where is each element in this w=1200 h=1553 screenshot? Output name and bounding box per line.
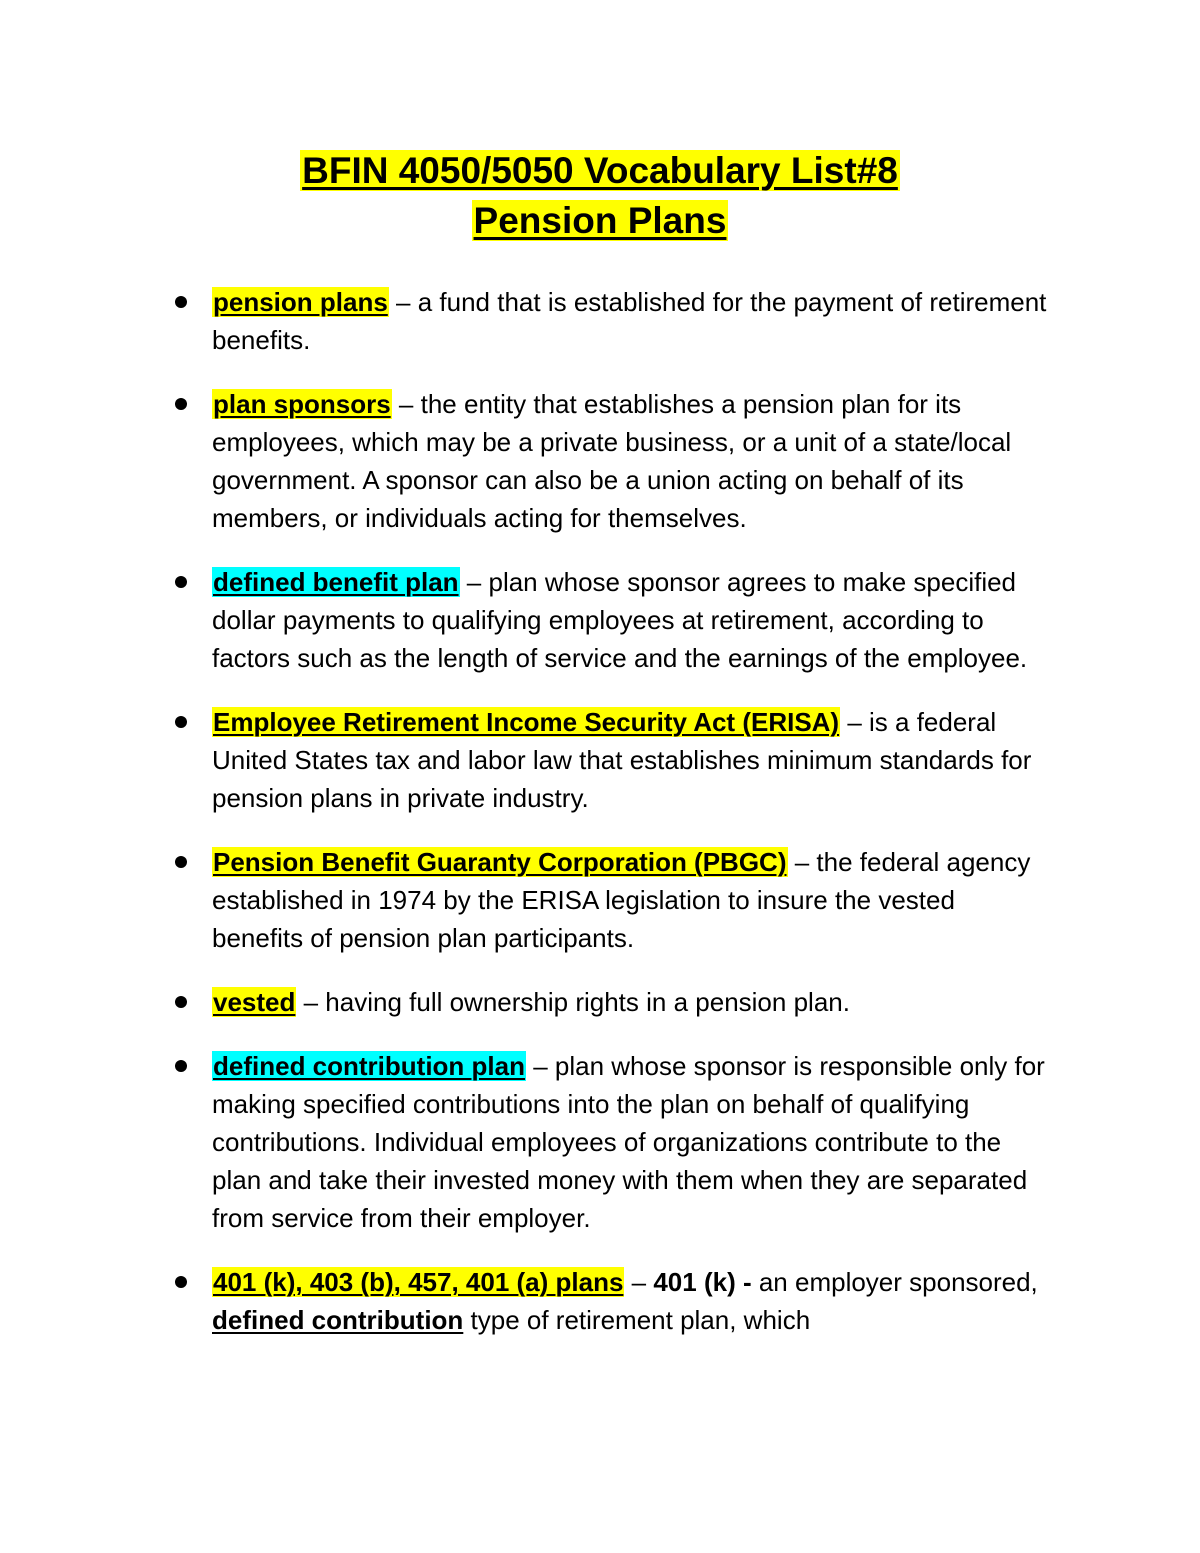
vocab-term: defined benefit plan	[213, 567, 459, 597]
vocab-term: Pension Benefit Guaranty Corporation (PBGC)	[213, 847, 787, 877]
vocab-term: defined contribution plan	[213, 1051, 525, 1081]
list-item	[172, 1047, 1052, 1237]
bullet-icon	[175, 1060, 187, 1072]
vocab-definition: an employer sponsored,	[758, 1267, 1038, 1297]
vocab-definition: – having full ownership rights in a pension plan.	[296, 987, 850, 1017]
bullet-icon	[175, 296, 187, 308]
vocab-term: Employee Retirement Income Security Act (ERISA)	[213, 707, 840, 737]
list-item	[172, 703, 1052, 817]
bullet-icon	[175, 716, 187, 728]
title-line-course	[0, 146, 1200, 196]
list-item	[172, 283, 1052, 359]
vocab-definition: – is a federal United States tax and labor law that establishes minimum standards for pension plans in private industry.	[212, 707, 1032, 813]
list-item	[172, 983, 1052, 1021]
list-item	[172, 385, 1052, 537]
vocab-dash: –	[624, 1267, 654, 1297]
vocabulary-list	[172, 283, 1052, 1365]
bullet-icon	[175, 996, 187, 1008]
vocab-term: 401 (k), 403 (b), 457, 401 (a) plans	[213, 1267, 624, 1297]
vocab-definition: – a fund that is established for the payment of retirement benefits.	[212, 287, 1047, 355]
vocab-sub-term: 401 (k)	[653, 1267, 736, 1297]
vocab-term: vested	[213, 987, 296, 1017]
vocab-sub-dash: -	[735, 1267, 759, 1297]
list-item	[172, 843, 1052, 957]
vocab-term: plan sponsors	[213, 389, 391, 419]
vocab-definition: – plan whose sponsor agrees to make specified dollar payments to qualifying employees at retirement, according to factors such as the length of service and the earnings of the employee.	[212, 567, 1028, 673]
bullet-icon	[175, 576, 187, 588]
list-item	[172, 563, 1052, 677]
vocab-emphasis: defined contribution	[212, 1305, 464, 1335]
document-title	[0, 146, 1200, 246]
vocab-definition: – plan whose sponsor is responsible only for making specified contributions into the plan on behalf of qualifying contributions. Individual employees of organizations contribute to the plan and take their invested money with them when they are separated from service from their employer.	[212, 1051, 1045, 1233]
title-line-topic	[0, 196, 1200, 246]
bullet-icon	[175, 398, 187, 410]
title-topic-text: Pension Plans	[473, 200, 727, 241]
list-item	[172, 1263, 1052, 1339]
vocab-definition: – the entity that establishes a pension plan for its employees, which may be a private business, or a unit of a state/local government. A sponsor can also be a union acting on behalf of its members, or individuals acting for themselves.	[212, 389, 1012, 533]
vocab-term: pension plans	[213, 287, 388, 317]
bullet-icon	[175, 856, 187, 868]
bullet-icon	[175, 1276, 187, 1288]
vocab-definition: – the federal agency established in 1974 by the ERISA legislation to insure the vested benefits of pension plan participants.	[212, 847, 1031, 953]
title-course-text: BFIN 4050/5050 Vocabulary List#8	[302, 150, 898, 191]
vocab-definition-continued: type of retirement plan, which	[463, 1305, 811, 1335]
